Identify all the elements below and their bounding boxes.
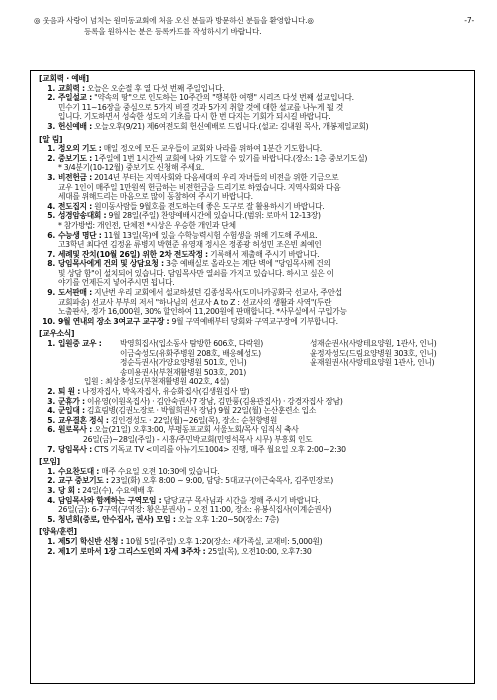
- item-continuation: 26일(금): 6-7구역(구역장: 황은분권사) – 오전 11:00, 장소: 유봉식집사(이계순권사): [58, 505, 332, 515]
- visit-cell: 윤재원권사(사랑테요양원 1관사, 인니): [310, 358, 435, 368]
- item-title: 청년회(중로, 안수집사, 권사) 모임 :: [58, 514, 176, 524]
- list-item: [39, 397, 468, 407]
- item-title: 원로목사 :: [58, 425, 92, 435]
- list-item: [39, 250, 468, 260]
- item-number: 5.: [47, 514, 55, 524]
- visit-cell: 윤정자성도(드림요양병원 303호, 인니): [310, 348, 437, 358]
- item-title: 주일설교 :: [58, 93, 92, 103]
- item-continuation: 고3학년 최다연 김정윤 류병지 박현준 유영재 정시은 정종광 허성민 조은빈 최예인: [58, 240, 322, 250]
- page-header: [34, 16, 474, 37]
- item-text: 오늘 오후 1:20~50(장소: 7층): [175, 514, 279, 524]
- item-continuation: * 3/4분기(10-12월) 중보기도 신청해 주세요.: [58, 163, 205, 173]
- welcome-text: ◎ 웃음과 사랑이 넘치는 원미동교회에 처음 오신 분들과 방문하신 분들을 환영합니다.◎: [34, 16, 314, 25]
- item-title: 제5기 학신반 신청 :: [58, 536, 124, 546]
- item-number: 4.: [47, 406, 55, 416]
- list-item: [39, 445, 468, 455]
- list-item: [39, 288, 468, 298]
- item-title: 당임목사 :: [58, 444, 92, 454]
- item-title: 비전헌금 :: [58, 172, 92, 182]
- notices-list: [39, 144, 468, 326]
- item-number: 3.: [47, 172, 55, 182]
- item-text: 매주 수요일 오전 10:30에 있습니다.: [99, 466, 220, 476]
- list-item: [39, 496, 468, 506]
- list-item: [39, 317, 468, 327]
- list-item: [39, 486, 468, 496]
- item-text: 이유영(이원옥집사) · 김안숙권사7 장남, 김만풍(김용관집사) · 강경자집사 장남): [84, 396, 343, 406]
- item-text: 2014년 부터는 지역사회와 다음세대의 우리 자녀들의 비전을 위한 기금으로: [91, 172, 339, 182]
- item-title: 정오의 기도 :: [58, 144, 102, 154]
- page-number: -7-: [464, 16, 474, 25]
- registration-text: 등록을 원하시는 분은 등록카드를 작성하시기 바랍니다.: [84, 26, 262, 36]
- list-item: [39, 537, 468, 547]
- item-number: 2.: [47, 387, 55, 396]
- list-item: [39, 416, 468, 426]
- item-number: 7.: [47, 444, 55, 454]
- item-text: 나정자집사, 박옥자집사, 유승화집사(김생원집사 딸): [80, 387, 250, 396]
- item-title: 담임목사와 함께하는 구역모임 :: [58, 495, 162, 505]
- members-list: [39, 387, 468, 454]
- item-text: 원미동사람들 9월호를 전도하는데 좋은 도구로 잘 활용하시기 바랍니다.: [91, 201, 325, 211]
- list-item: [39, 231, 468, 241]
- item-continuation: 노출판사, 정가 16,000원, 30% 할인하여 11,200원에 판매합니다. *사무실에서 구입가능: [58, 307, 347, 317]
- item-continuation: 야기를 언제든지 넣어주시면 됩니다.: [58, 278, 175, 288]
- list-item: [39, 425, 468, 435]
- item-continuation: 입니다. 기도하면서 성숙한 성도의 기초를 다시 한 번 다지는 기회가 되시길 바랍니다.: [58, 112, 331, 122]
- visit-cell: 정순득권사(가양요양병원 501호, 인니): [120, 358, 247, 368]
- list-item: [39, 173, 468, 183]
- item-text: 오늘은 오순절 후 열 다섯 번째 주일입니다.: [84, 83, 225, 93]
- item-number: 1.: [47, 536, 55, 546]
- item-text: 25일(목), 오전10:00, 오후7:30: [205, 546, 312, 556]
- list-item: [39, 467, 468, 477]
- item-text: 담당교구 목사님과 시간을 정해 주시기 바랍니다.: [161, 495, 321, 505]
- item-number: 2.: [47, 93, 55, 103]
- item-text: 지난번 우리 교회에서 설교하셨던 김종성목사(도미니카공화국 선교사, 주안섭: [91, 288, 342, 298]
- section-title-worship: [교회력 · 예배]: [39, 74, 89, 83]
- section-title-training: [양육/훈련]: [39, 527, 77, 537]
- list-item: [39, 406, 468, 416]
- item-title: 헌신예배 :: [58, 121, 92, 131]
- item-text: 1주일에 1번 1시간씩 교회에 나와 기도할 수 있기를 바랍니다.(장소: 1층 중보기도실): [91, 153, 368, 163]
- item-number: 8.: [47, 259, 55, 269]
- item-number: 1.: [47, 144, 55, 154]
- visit-cell: 박영희집사(입소동사 탐방한 606호, 다락원): [120, 339, 264, 349]
- item-number: 5.: [47, 211, 55, 221]
- item-text: 오늘(21일) 오후3:00, 부평동포교회 서울노회/목사 임직식 축사: [91, 425, 299, 435]
- list-item: [39, 93, 468, 103]
- item-number: 4.: [47, 495, 55, 505]
- list-item: [39, 144, 468, 154]
- item-title: 당 회 :: [58, 485, 81, 495]
- item-title: 세례및 잔치(10월 26일) 위한 2차 전도작정 :: [58, 249, 208, 259]
- item-continuation: 교우 1인이 매주일 1만원씩 헌금하는 비전헌금을 드리기로 하였습니다. 지역사회와 다음: [58, 182, 341, 192]
- list-item: [39, 211, 468, 221]
- list-item: [39, 84, 468, 94]
- item-text: 24일(수), 수요예배 후: [80, 485, 154, 495]
- item-number: 7.: [47, 249, 55, 259]
- list-item: [39, 547, 468, 557]
- item-text: 3층 예배실로 올라오는 계단 벽에 "당임목사께 건의: [163, 259, 331, 269]
- item-text: 10월 5일(주일) 오후 1:20(장소: 새가족실, 교재비: 5,000원): [123, 536, 323, 546]
- visit-cell: 성재순권사(사랑테요양원, 1관사, 인니): [310, 339, 437, 349]
- item-title: 도서판매 :: [58, 288, 92, 298]
- item-title: 교우결혼 정식 :: [58, 415, 109, 425]
- section-title-notices: [알 림]: [39, 134, 63, 144]
- item-number: 4.: [47, 201, 55, 211]
- list-item: [39, 122, 468, 132]
- item-text: CTS 기독교 TV <미리를 아뉴기도1004> 진행, 매주 월요일 오후 2:00~2:30: [91, 444, 346, 454]
- item-number: 6.: [47, 425, 55, 435]
- item-text: 매일 정오에 모든 교우들이 교회와 나라를 위하여 1분간 기도합니다.: [101, 144, 322, 154]
- list-item: [39, 154, 468, 164]
- item-number: 3.: [47, 396, 55, 406]
- list-item: [39, 259, 468, 269]
- item-text: 오늘오후(9/21) 제6여전도회 헌신예배로 드립니다.(설교: 김내원 목사, 개봉제일교회): [91, 121, 369, 131]
- item-number: 2.: [47, 476, 55, 486]
- item-number: 5.: [47, 415, 55, 425]
- item-number: 2.: [47, 153, 55, 163]
- item-title: 수능생 명단 :: [58, 230, 102, 240]
- item-number: 1.: [47, 83, 55, 93]
- item-continuation: 및 상담 함"이 설치되어 있습니다. 담임목사만 열쇠를 가지고 있습니다. 하시고 싶은 이: [58, 268, 334, 278]
- item-title: 9월 연내의 장소 3여교구 교구장 :: [58, 316, 170, 326]
- list-item: [39, 202, 468, 212]
- item-text: "약속의 땅"으로 인도하는 10주간의 "행복한 여행" 시리즈 다섯 번째 설교입니다.: [91, 93, 354, 103]
- item-title: 제1기 로마서 1장 그리스도인의 자세 3주차 :: [58, 546, 206, 556]
- item-number: 6.: [47, 230, 55, 240]
- item-title: 성경암송대회 :: [58, 211, 107, 221]
- item-continuation: 26일(금)~28일(주일) - 시흥/주민박교회(민영석목사 시무) 부흥회 인도: [83, 434, 313, 444]
- member-item-hospital: 1. 입원중 교우 : 박영희집사(입소동사 탐방한 606호, 다락원) 성재순권사(사랑테요양원, 1관사, 인니) 이금숙성도(유화주병원 208호, 배응혜성도) 윤정자성도(드림요양병원 303호, 인니) 정순득권사(가양요양병원 501호, 인니) 윤재원권사(사랑테요양원 1관사, 인니) 송미용권사(부천재활병원 503호, 201) 입원 : 최상충성도(부천재활병원 402호, 4실): [39, 339, 468, 387]
- item-text: 11월 13일(목)에 있을 수학능력시험 수험생을 위해 기도해 주세요.: [101, 230, 318, 240]
- item-title: 군입대 :: [58, 406, 85, 416]
- item-number: 2.: [47, 546, 55, 556]
- item-title: 교회력 :: [58, 83, 85, 93]
- item-title: 중보기도 :: [58, 153, 92, 163]
- item-title: 군휴가 :: [58, 396, 85, 406]
- item-continuation: 민수기 11~16장을 중심으로 5가지 비결 것과 5가지 취할 것에 대한 설교를 나누게 될 것: [58, 102, 344, 112]
- bulletin-frame: [30, 70, 475, 684]
- item-text: 김효림병(김권노장로 · 박월희권사 장남) 9월 22일(월) 논산훈련소 입소: [84, 406, 317, 416]
- item-title: 수요찬도대 :: [58, 466, 100, 476]
- discharge-text: 입원 : 최상충성도(부천재활병원 402호, 4실): [84, 377, 230, 387]
- list-item: [39, 476, 468, 486]
- item-text: 김인경성도 · 22일(월)~26일(목), 장소: 순천향병원: [108, 415, 278, 425]
- list-item: [39, 387, 468, 397]
- visit-cell: 송미용권사(부천재활병원 503호, 201): [120, 367, 247, 377]
- item-text: 기록해서 제출해 주시기 바랍니다.: [207, 249, 320, 259]
- item-title: 전도집지 :: [58, 201, 92, 211]
- visit-cell: 이금숙성도(유화주병원 208호, 배응혜성도): [120, 348, 261, 358]
- item-number: 1.: [47, 466, 55, 476]
- item-title: 당임목사에게 건의 및 상담요청 :: [58, 259, 164, 269]
- item-text: 23일(화) 오후 8:00 ~ 9:00, 담당: 5대교구(이근숙목사, 김주민장로): [108, 476, 333, 486]
- list-item: [39, 515, 468, 525]
- item-number: 10.: [42, 316, 55, 326]
- item-continuation: * 참가방법: 개인전, 단체전 *시상은 우승한 개인과 단체: [58, 220, 236, 230]
- item-number: 9.: [47, 288, 55, 298]
- item-number: 3.: [47, 485, 55, 495]
- item-number: 3.: [47, 121, 55, 131]
- section-title-meetings: [모임]: [39, 457, 60, 467]
- item-title: 교구 중보기도 :: [58, 476, 109, 486]
- meetings-list: [39, 467, 468, 525]
- item-continuation: 세대를 위해드리는 마음으로 많이 동참하여 주시기 바랍니다.: [58, 192, 253, 202]
- item-title: 퇴 원 :: [58, 387, 81, 396]
- training-list: [39, 537, 468, 556]
- item-text: 9월 구역예배부터 당회와 구역교구장에 기부합니다.: [169, 316, 338, 326]
- item-text: 9월 28일(주일) 찬양예배시간에 있습니다.(범위: 로마서 12-13장): [106, 211, 321, 221]
- section-title-members: [교우소식]: [39, 329, 75, 339]
- item-continuation: 교회파송) 선교사 부부의 저서 "하나님의 선교사 A to Z : 선교사의 생활과 사역"(두란: [58, 297, 332, 307]
- worship-list: [39, 84, 468, 132]
